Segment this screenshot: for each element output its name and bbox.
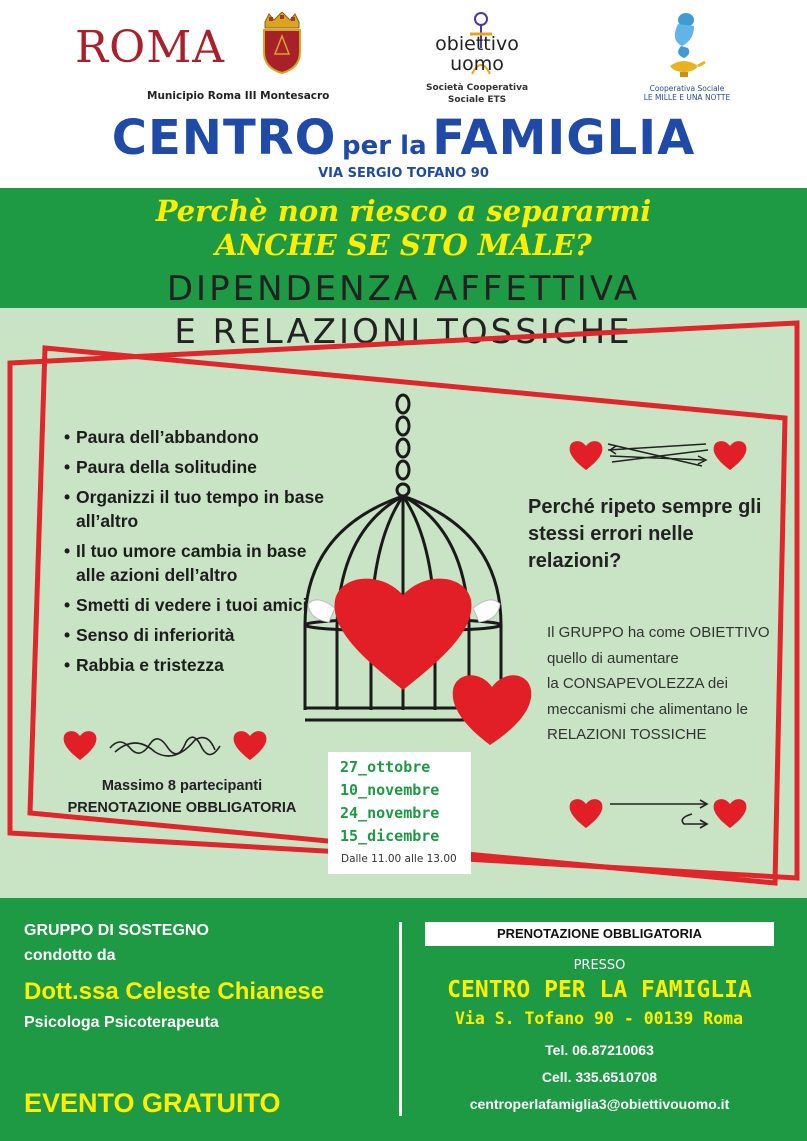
list-item: • Il tuo umore cambia in base alle azioni dell’altro — [64, 539, 324, 587]
roma-logo-text: ROMA — [75, 22, 226, 73]
topic-line1: DIPENDENZA AFFETTIVA — [166, 269, 641, 309]
email-address[interactable]: centroperlafamiglia3@obiettivouomo.it — [469, 1096, 730, 1112]
hearts-arrow-decoration — [566, 794, 751, 834]
booking-required-box: PRENOTAZIONE OBBLIGATORIA — [425, 922, 774, 946]
obiettivo-caption-line1: Società Cooperativa — [425, 83, 529, 93]
objective-line: Il GRUPPO ha come OBIETTIVO — [547, 624, 770, 641]
group-objective-text — [547, 620, 787, 748]
support-line2: condotto da — [24, 947, 116, 964]
list-item: • Organizzi il tuo tempo in base all’altro — [64, 485, 324, 533]
title-centro: CENTRO — [111, 110, 337, 166]
free-event-label: EVENTO GRATUITO — [24, 1088, 281, 1118]
hearts-scribble-decoration — [60, 726, 280, 766]
obiettivo-caption — [422, 82, 532, 106]
birdcage-illustration — [295, 390, 545, 760]
footer-centre-address: Via S. Tofano 90 - 00139 Roma — [454, 1009, 744, 1028]
support-line1: GRUPPO DI SOSTEGNO — [24, 922, 209, 939]
presso-label: PRESSO — [573, 958, 626, 973]
list-item: • Smetti di vedere i tuoi amici — [64, 593, 324, 617]
obiettivo-caption-line2: Sociale ETS — [447, 95, 507, 105]
time-range: Dalle 11.00 alle 13.00 — [341, 853, 457, 865]
mobile-number[interactable]: Cell. 335.6510708 — [541, 1069, 658, 1085]
obiettivo-logo-line1: obiettivo — [435, 33, 519, 55]
topic-line2: E RELAZIONI TOSSICHE — [174, 312, 633, 352]
objective-line: quello di aumentare — [547, 649, 679, 667]
roma-crest-icon — [259, 12, 305, 74]
date-item: 27_ottobre — [340, 758, 431, 776]
list-item: • Senso di inferiorità — [64, 623, 324, 647]
support-group-label — [24, 918, 209, 968]
coop-caption-line1: Cooperativa Sociale — [649, 84, 725, 93]
coop-caption-line2: LE MILLE E UNA NOTTE — [643, 93, 731, 102]
max-participants: Massimo 8 partecipanti — [101, 778, 263, 794]
date-item: 15_dicembre — [340, 827, 440, 845]
repeat-errors-question: Perché ripeto sempre gli stessi errori nelle relazioni? — [528, 496, 762, 572]
footer-centre-name: CENTRO PER LA FAMIGLIA — [447, 977, 752, 1003]
question-line1: Perchè non riesco a separarmi — [155, 194, 652, 228]
centro-title — [0, 110, 807, 166]
list-item: • Paura dell’abbandono — [64, 425, 324, 449]
dates-list — [340, 756, 439, 848]
question-line2: ANCHE SE STO MALE? — [215, 228, 592, 262]
footer-divider — [399, 922, 402, 1116]
title-per-la: per la — [342, 131, 427, 161]
doctor-profession: Psicologa Psicoterapeuta — [24, 1014, 219, 1031]
list-item: • Paura della solitudine — [64, 455, 324, 479]
participants-info — [62, 775, 302, 819]
booking-required: PRENOTAZIONE OBBLIGATORIA — [67, 800, 297, 816]
title-famiglia: FAMIGLIA — [432, 110, 696, 166]
genie-lamp-logo — [664, 10, 706, 80]
hearts-tangled-arrows-decoration — [566, 436, 751, 476]
date-item: 10_novembre — [340, 781, 440, 799]
obiettivo-uomo-logo — [432, 12, 522, 76]
coop-caption — [637, 84, 737, 102]
symptom-list — [64, 425, 324, 683]
date-item: 24_novembre — [340, 804, 440, 822]
objective-line: la CONSAPEVOLEZZA dei — [547, 675, 728, 692]
obiettivo-logo-line2: uomo — [450, 53, 504, 75]
objective-line: meccanismi che alimentano le — [547, 700, 748, 718]
doctor-name: Dott.ssa Celeste Chianese — [24, 978, 325, 1005]
municipio-label: Municipio Roma III Montesacro — [147, 90, 330, 102]
list-item: • Rabbia e tristezza — [64, 653, 324, 677]
phone-number[interactable]: Tel. 06.87210063 — [545, 1042, 654, 1058]
header-address: VIA SERGIO TOFANO 90 — [318, 166, 489, 181]
objective-line: RELAZIONI TOSSICHE — [547, 726, 707, 743]
